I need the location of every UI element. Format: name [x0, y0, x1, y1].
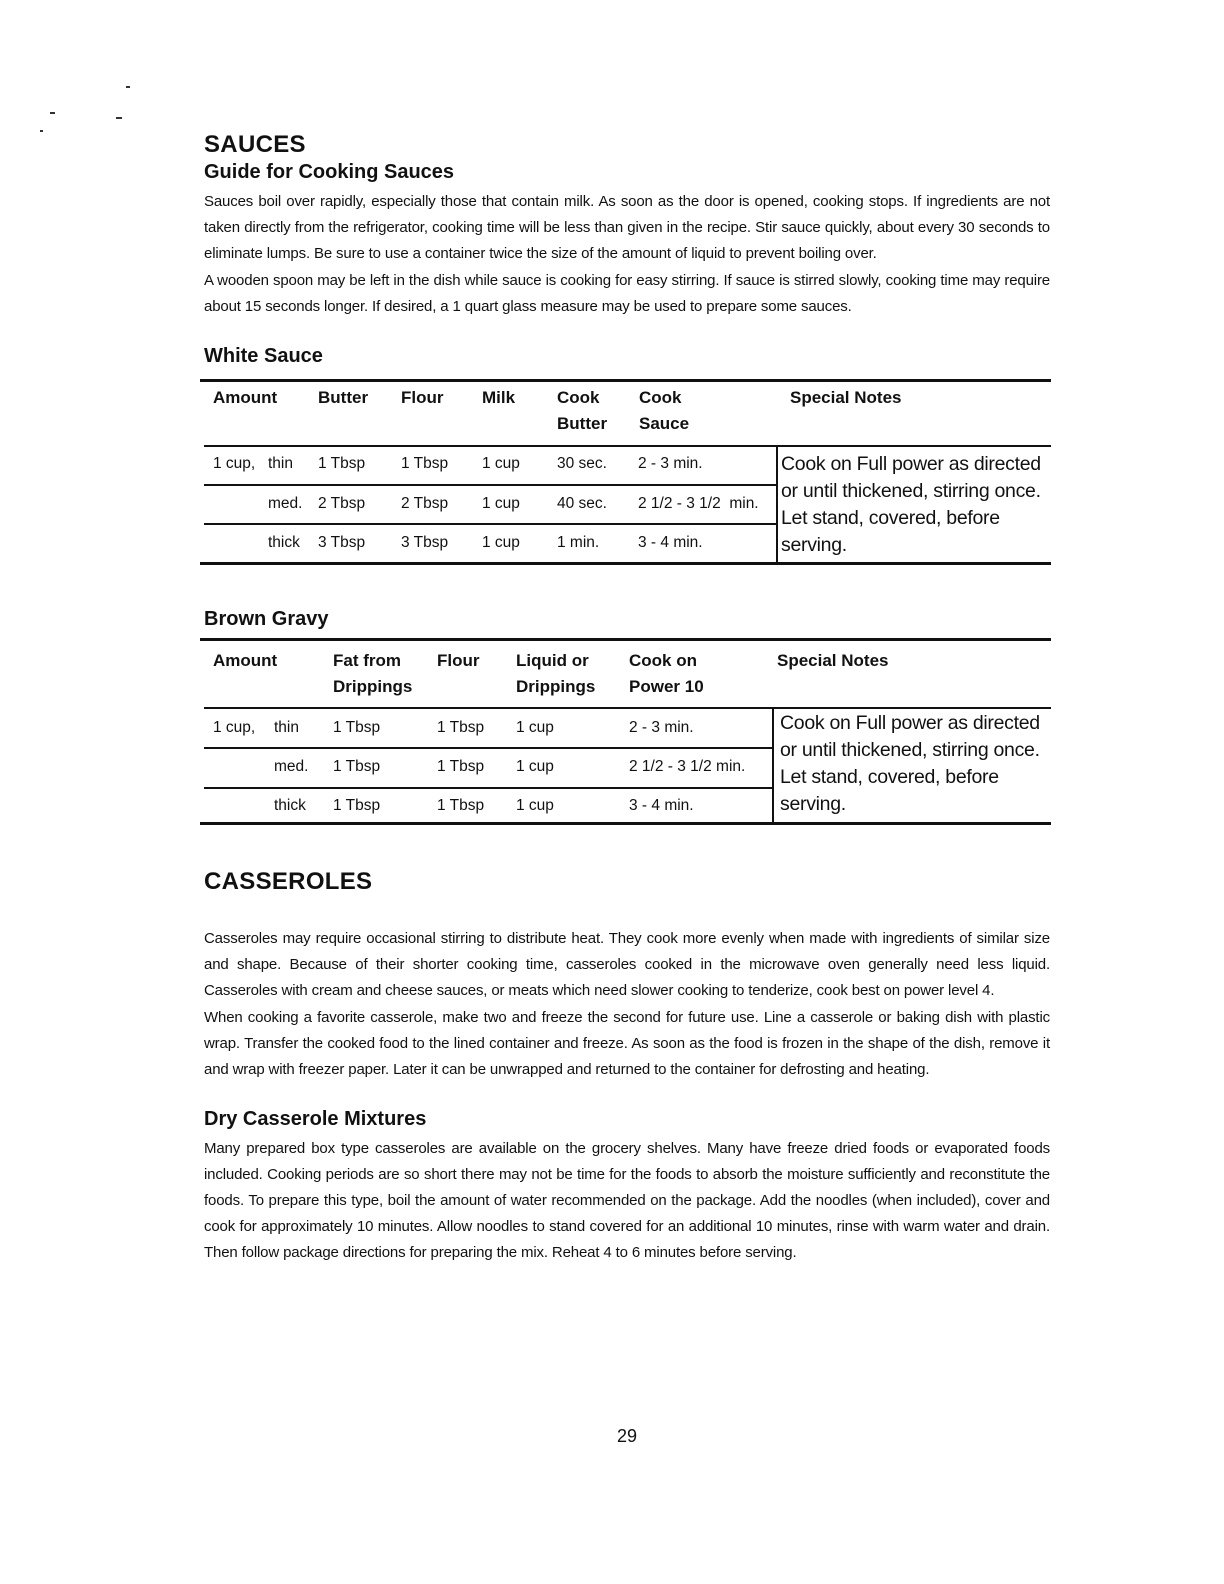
- cell-amount: 1 cup,: [213, 455, 256, 472]
- cell-consistency: med.: [268, 495, 303, 512]
- white-sauce-heading: White Sauce: [204, 345, 323, 367]
- white-sauce-special-notes: Cook on Full power as directed or until thickened, stirring once. Let stand, covered, before serving.: [781, 453, 1041, 556]
- casseroles-heading: CASSEROLES: [204, 868, 373, 895]
- sauces-paragraph-2: A wooden spoon may be left in the dish while sauce is cooking for easy stirring. If sauce is stirred slowly, cooking time may require about 15 seconds longer. If desired, a 1 quart glass measure may be used to prepare some sauces.: [204, 272, 1050, 315]
- col-header-cook-on-power: Cook on Power 10: [629, 651, 704, 696]
- cell-consistency: thin: [268, 455, 293, 472]
- cell-milk: 1 cup: [482, 495, 520, 512]
- sauces-paragraph-1: Sauces boil over rapidly, especially those that contain milk. As soon as the door is opened, cooking stops. If ingredients are not taken directly from the refrigerator, cooking time will be less than given in the recipe. Stir sauce quickly, about every 30 seconds to eliminate lumps. Be sure to use a container twice the size of the amount of liquid to prevent boiling over.: [204, 193, 1050, 262]
- cell-consistency: med.: [274, 758, 309, 775]
- scan-speck: [116, 117, 122, 119]
- col-header-flour: Flour: [437, 651, 480, 670]
- cell-fat: 1 Tbsp: [333, 719, 381, 736]
- col-header-cook-sauce: Cook Sauce: [639, 388, 690, 433]
- casseroles-paragraph-1: Casseroles may require occasional stirring to distribute heat. They cook more evenly when made with ingredients of similar size and shape. Because of their shorter cooking time, casseroles cooked in the microwave oven generally need less liquid. Casseroles with cream and cheese sauces, or meats which need slower cooking to tenderize, cook best on power level 4.: [204, 930, 1050, 999]
- col-header-cook-butter: Cook Butter: [557, 388, 608, 433]
- scan-speck: [126, 86, 130, 88]
- cell-fat: 1 Tbsp: [333, 797, 381, 814]
- cell-cook-time: 2 - 3 min.: [629, 719, 694, 736]
- cell-butter: 1 Tbsp: [318, 455, 366, 472]
- col-header-liquid-or-drippings: Liquid or Drippings: [516, 651, 596, 696]
- cell-cook-butter: 40 sec.: [557, 495, 607, 512]
- dry-casserole-paragraph: Many prepared box type casseroles are available on the grocery shelves. Many have freeze dried foods or evaporated foods included. Cooking periods are so short there may not be time for the foods to absorb the moisture sufficiently and reconstitute the foods. To prepare this type, boil the amount of water recommended on the package. Add the noodles (when included), cover and cook for approximately 10 minutes. Allow noodles to stand covered for an additional 10 minutes, rinse with warm water and drain. Then follow package directions for preparing the mix. Reheat 4 to 6 minutes before serving.: [204, 1140, 1050, 1261]
- col-header-amount: Amount: [213, 388, 278, 407]
- white-sauce-bottom-rule: [200, 562, 1051, 565]
- cell-fat: 1 Tbsp: [333, 758, 381, 775]
- scan-speck: [40, 130, 43, 132]
- cell-flour: 1 Tbsp: [401, 455, 449, 472]
- sauces-heading: SAUCES: [204, 131, 306, 158]
- cell-flour: 2 Tbsp: [401, 495, 449, 512]
- notes-column-divider: [776, 445, 778, 563]
- col-header-amount: Amount: [213, 651, 278, 670]
- brown-gravy-heading: Brown Gravy: [204, 608, 329, 630]
- brown-gravy-special-notes: Cook on Full power as directed or until thickened, stirring once. Let stand, covered, before serving.: [780, 712, 1040, 815]
- guide-cooking-sauces-heading: Guide for Cooking Sauces: [204, 161, 455, 183]
- cell-milk: 1 cup: [482, 534, 520, 551]
- cell-butter: 3 Tbsp: [318, 534, 366, 551]
- col-header-flour: Flour: [401, 388, 444, 407]
- cell-flour: 3 Tbsp: [401, 534, 449, 551]
- col-header-milk: Milk: [482, 388, 516, 407]
- cell-amount: 1 cup,: [213, 719, 256, 736]
- casseroles-paragraph-2: When cooking a favorite casserole, make two and freeze the second for future use. Line a casserole or baking dish with plastic wrap. Transfer the cooked food to the lined container and freeze. As soon as the food is frozen in the shape of the dish, remove it and wrap with freezer paper. Later it can be unwrapped and returned to the container for defrosting and heating.: [204, 1009, 1050, 1078]
- row-divider: [204, 484, 778, 486]
- scan-speck: [50, 112, 55, 114]
- white-sauce-top-rule: [200, 379, 1051, 382]
- row-divider: [204, 523, 778, 525]
- cell-consistency: thin: [274, 719, 299, 736]
- cell-cook-sauce: 3 - 4 min.: [638, 534, 703, 551]
- row-divider: [204, 747, 774, 749]
- row-divider: [204, 787, 774, 789]
- cell-flour: 1 Tbsp: [437, 797, 485, 814]
- dry-casserole-mixtures-heading: Dry Casserole Mixtures: [204, 1108, 427, 1130]
- cell-liquid: 1 cup: [516, 719, 554, 736]
- brown-gravy-top-rule: [200, 638, 1051, 641]
- col-header-fat-from-drippings: Fat from Drippings: [333, 651, 413, 696]
- page-number: 29: [616, 1426, 638, 1446]
- cell-cook-butter: 30 sec.: [557, 455, 607, 472]
- cell-cook-butter: 1 min.: [557, 534, 600, 551]
- cell-cook-time: 2 1/2 - 3 1/2 min.: [629, 758, 746, 775]
- cell-butter: 2 Tbsp: [318, 495, 366, 512]
- cell-liquid: 1 cup: [516, 797, 554, 814]
- header-divider: [204, 445, 1051, 447]
- cell-cook-sauce: 2 1/2 - 3 1/2 min.: [638, 495, 759, 512]
- cell-cook-time: 3 - 4 min.: [629, 797, 694, 814]
- header-divider: [204, 707, 1051, 709]
- cell-flour: 1 Tbsp: [437, 719, 485, 736]
- cell-consistency: thick: [274, 797, 306, 814]
- notes-column-divider: [772, 707, 774, 823]
- cell-milk: 1 cup: [482, 455, 520, 472]
- cell-liquid: 1 cup: [516, 758, 554, 775]
- col-header-special-notes: Special Notes: [790, 388, 902, 407]
- cell-flour: 1 Tbsp: [437, 758, 485, 775]
- cell-cook-sauce: 2 - 3 min.: [638, 455, 703, 472]
- col-header-butter: Butter: [318, 388, 369, 407]
- brown-gravy-bottom-rule: [200, 822, 1051, 825]
- cell-consistency: thick: [268, 534, 300, 551]
- col-header-special-notes: Special Notes: [777, 651, 889, 670]
